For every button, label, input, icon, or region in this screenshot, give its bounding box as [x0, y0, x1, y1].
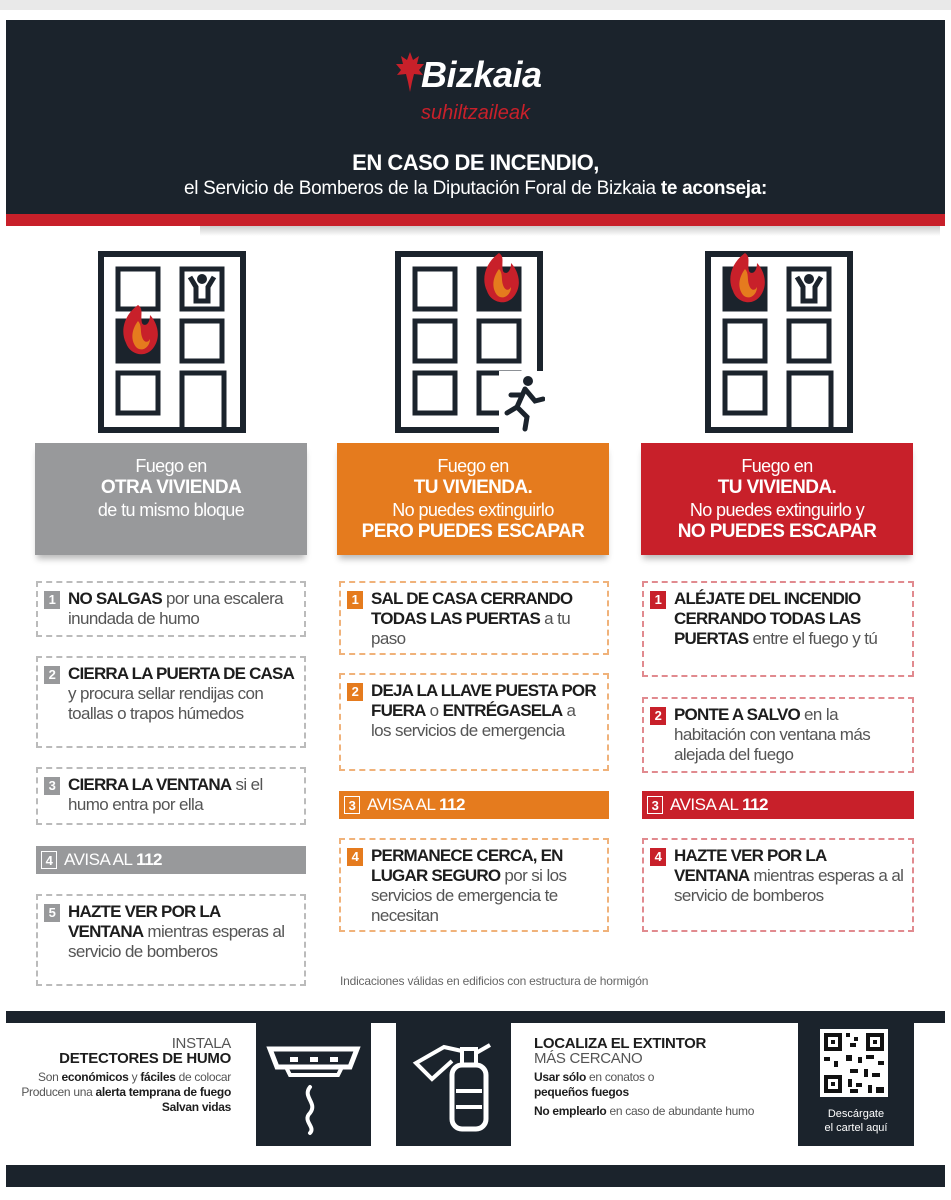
- step-number: 5: [44, 904, 60, 922]
- call-112-bar: [36, 846, 306, 874]
- step-bold: PERMANECE CERCA, EN LUGAR SEGURO: [371, 846, 563, 885]
- step-card: [642, 838, 914, 932]
- building-fire-own-home-escape-icon: [395, 251, 545, 433]
- call-112-bar: [642, 791, 914, 819]
- step-card: [339, 838, 609, 932]
- subtitle-bold: te aconseja:: [660, 178, 768, 199]
- smoke-detector-icon: [256, 1011, 371, 1146]
- detector-line-1: [21, 1070, 231, 1085]
- step-number: 4: [347, 848, 363, 866]
- extinguisher-bold: pequeños fuegos: [534, 1085, 629, 1099]
- brand-subtitle: suhiltzaileak: [421, 102, 530, 124]
- detector-text: Son: [38, 1070, 62, 1084]
- detector-line-2: [21, 1085, 231, 1100]
- extinguisher-bold: Usar sólo: [534, 1070, 586, 1084]
- step-number: 3: [344, 796, 360, 814]
- step-card: [36, 656, 306, 748]
- scenario-escape-header: [337, 443, 609, 555]
- qr-code-icon[interactable]: [820, 1029, 888, 1097]
- step-bold: HAZTE VER POR LA VENTANA: [674, 846, 826, 885]
- scenario-other-home-header: [35, 443, 307, 555]
- step-number: 2: [650, 707, 666, 725]
- call-number: 112: [439, 795, 465, 814]
- step-card: [36, 894, 306, 986]
- extinguisher-title-1: LOCALIZA EL EXTINTOR: [534, 1035, 707, 1052]
- subtitle-regular: el Servicio de Bomberos de la Diputación Foral de Bizkaia: [183, 178, 661, 199]
- step-number: 2: [347, 683, 363, 701]
- detector-line-3: [21, 1100, 231, 1115]
- page-title: EN CASO DE INCENDIO,: [352, 150, 599, 175]
- step-text: si el humo entra por ella: [68, 775, 263, 814]
- scenario-line-bold: TU VIVIENDA.: [413, 477, 533, 498]
- step-bold: SAL DE CASA CERRANDO TODAS LAS PUERTAS: [371, 589, 573, 628]
- call-112-bar: [339, 791, 609, 819]
- call-text: AVISA AL: [670, 795, 743, 814]
- step-card: [339, 581, 609, 655]
- page-top-strip: [0, 0, 951, 10]
- step-bold: CIERRA LA VENTANA: [68, 775, 232, 794]
- scenario-line: Fuego en: [135, 456, 207, 476]
- step-bold: ENTRÉGASELA: [442, 701, 563, 720]
- step-number: 1: [650, 591, 666, 609]
- step-bold: DEJA LA LLAVE PUESTA POR FUERA: [371, 681, 596, 720]
- step-card: [642, 581, 914, 677]
- detector-bold: fáciles: [140, 1070, 176, 1084]
- building-fire-own-home-trapped-icon: [705, 251, 853, 433]
- step-number: 4: [41, 851, 57, 869]
- step-number: 3: [647, 796, 663, 814]
- step-number: 4: [650, 848, 666, 866]
- fire-extinguisher-icon: [396, 1011, 511, 1146]
- step-card: [36, 581, 306, 637]
- detector-text: de colocar: [175, 1070, 231, 1084]
- page-subtitle: [0, 178, 951, 200]
- extinguisher-title-2: MÁS CERCANO: [534, 1050, 643, 1067]
- extinguisher-text: [534, 1036, 754, 1119]
- step-text: entre el fuego y tú: [748, 629, 878, 648]
- extinguisher-line-1: [534, 1070, 754, 1085]
- brand-name: Bizkaia: [421, 54, 542, 95]
- smoke-detector-text: [21, 1036, 231, 1115]
- scenario-line: Fuego en: [437, 456, 509, 476]
- validity-note: Indicaciones válidas en edificios con estructura de hormigón: [340, 974, 649, 988]
- scenario-trapped-header: [641, 443, 913, 555]
- header-shadow: [200, 226, 940, 236]
- detector-title-1: INSTALA: [171, 1035, 231, 1052]
- extinguisher-line-2: [534, 1085, 754, 1100]
- scenario-line-bold: OTRA VIVIENDA: [100, 477, 242, 498]
- qr-caption-line: el cartel aquí: [824, 1122, 888, 1134]
- step-bold: ALÉJATE DEL INCENDIO CERRANDO TODAS LAS PUERTAS: [674, 589, 861, 648]
- qr-download-box[interactable]: [798, 1011, 914, 1146]
- header-red-stripe: [6, 214, 945, 226]
- detector-bold: alerta temprana de fuego: [95, 1085, 231, 1099]
- scenario-line-bold: NO PUEDES ESCAPAR: [677, 521, 877, 542]
- step-bold: CIERRA LA PUERTA DE CASA: [68, 664, 295, 683]
- step-text: mientras esperas a al servicio de bomberos: [674, 866, 904, 905]
- building-fire-other-home-icon: [98, 251, 246, 433]
- extinguisher-line-3: [534, 1104, 754, 1119]
- step-text: a los servicios de emergencia: [371, 701, 576, 740]
- step-text: por si los servicios de emergencia te necesitan: [371, 866, 567, 925]
- scenario-line-bold: TU VIVIENDA.: [717, 477, 837, 498]
- scenario-line-bold: PERO PUEDES ESCAPAR: [361, 521, 585, 542]
- call-number: 112: [742, 795, 768, 814]
- detector-bold: económicos: [61, 1070, 129, 1084]
- scenario-line: Fuego en: [741, 456, 813, 476]
- extinguisher-text-span: en caso de abundante humo: [606, 1104, 755, 1118]
- fire-extinguisher-icon-box: [396, 1011, 511, 1146]
- step-text: mientras esperas al servicio de bomberos: [68, 922, 285, 961]
- step-card: [36, 767, 306, 825]
- step-card: [339, 673, 609, 771]
- extinguisher-bold: No emplearlo: [534, 1104, 607, 1118]
- qr-caption: [798, 1107, 914, 1135]
- scenario-line: No puedes extinguirlo y: [689, 500, 865, 520]
- extinguisher-text-span: en conatos o: [586, 1070, 655, 1084]
- step-number: 3: [44, 777, 60, 795]
- step-bold: HAZTE VER POR LA VENTANA: [68, 902, 220, 941]
- smoke-detector-icon-box: [256, 1011, 371, 1146]
- step-card: [642, 697, 914, 773]
- footer-bottom-bar: [6, 1165, 945, 1187]
- detector-bold: Salvan vidas: [161, 1100, 231, 1114]
- bizkaia-logo: [395, 50, 575, 130]
- step-text: y procura sellar rendijas con toallas o trapos húmedos: [68, 684, 264, 723]
- call-number: 112: [136, 850, 162, 869]
- call-text: AVISA AL: [64, 850, 137, 869]
- step-text: por una escalera inundada de humo: [68, 589, 284, 628]
- detector-text: Producen una: [21, 1085, 96, 1099]
- scenario-line: de tu mismo bloque: [97, 500, 245, 520]
- step-bold: PONTE A SALVO: [674, 705, 800, 724]
- scenario-line: No puedes extinguirlo: [392, 500, 554, 520]
- step-text: a tu paso: [371, 609, 571, 648]
- detector-title-2: DETECTORES DE HUMO: [59, 1050, 231, 1067]
- call-text: AVISA AL: [367, 795, 440, 814]
- step-text: en la habitación con ventana más alejada del fuego: [674, 705, 871, 764]
- step-number: 1: [347, 591, 363, 609]
- qr-caption-line: Descárgate: [827, 1108, 885, 1120]
- step-number: 2: [44, 666, 60, 684]
- detector-text: y: [128, 1070, 141, 1084]
- step-bold: NO SALGAS: [68, 589, 162, 608]
- step-text: o: [425, 701, 443, 720]
- step-number: 1: [44, 591, 60, 609]
